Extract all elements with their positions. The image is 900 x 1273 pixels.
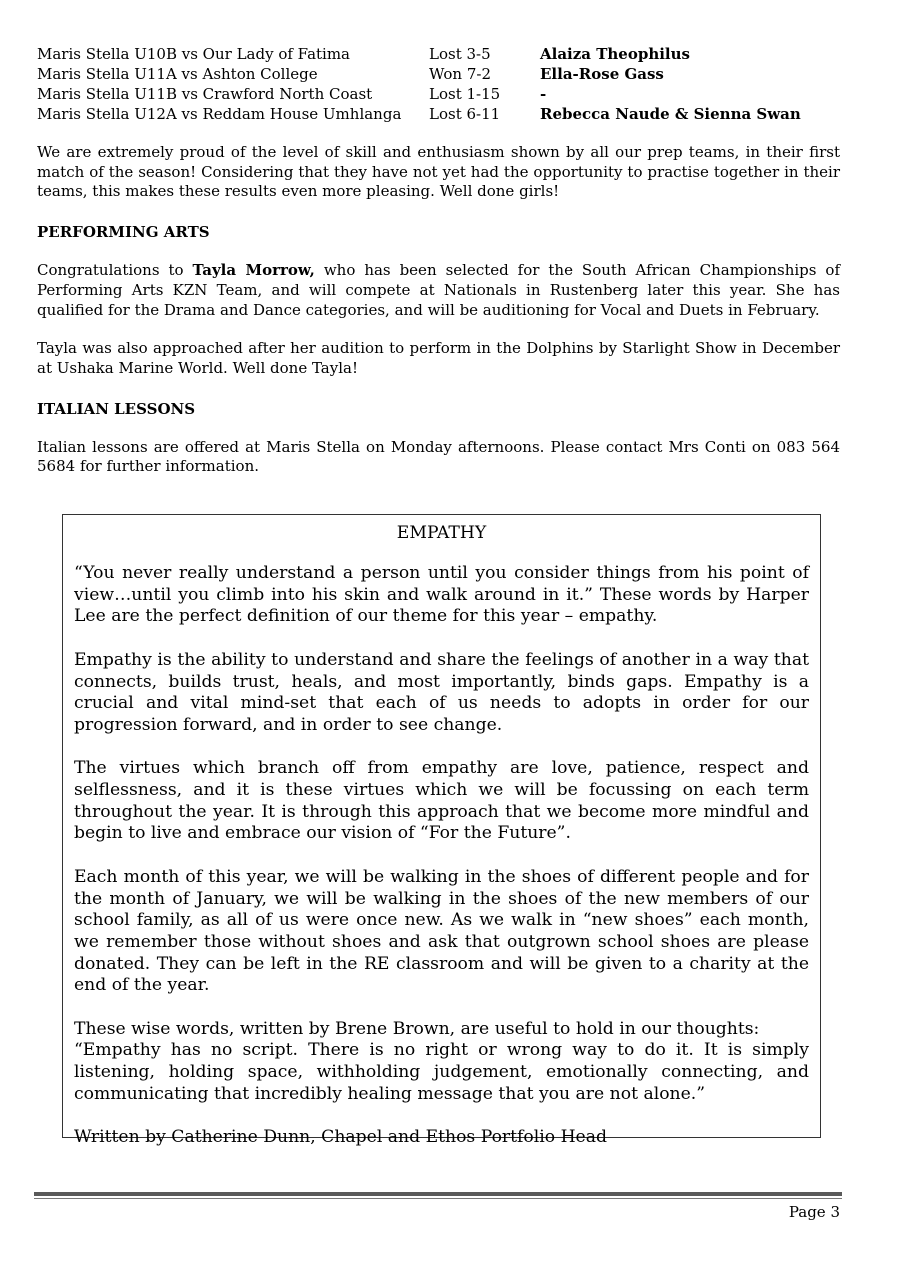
performing-arts-paragraph-1	[37, 261, 840, 320]
performing-arts-heading: PERFORMING ARTS	[37, 223, 210, 242]
player-cell: Ella-Rose Gass	[540, 65, 664, 83]
page-content	[37, 44, 840, 477]
empathy-title: EMPATHY	[396, 523, 487, 543]
match-results-table	[37, 44, 840, 124]
sport-paragraph: We are extremely proud of the level of skill and enthusiasm shown by all our prep teams, in their first match of the season! Considering that they have not yet had the opportunity to practise together in their teams, this makes these results even more pleasing. Well done girls!	[37, 143, 840, 201]
performing-arts-paragraph-2: Tayla was also approached after her audition to perform in the Dolphins by Starlight Show in December at Ushaka Marine World. Well done Tayla!	[37, 339, 840, 377]
score-cell: Lost 6-11	[429, 105, 501, 123]
score-cell: Won 7-2	[429, 65, 492, 83]
match-cell: Maris Stella U12A vs Reddam House Umhlanga	[37, 105, 402, 123]
match-cell: Maris Stella U11A vs Ashton College	[37, 65, 318, 83]
empathy-quote: “Empathy has no script. There is no right or wrong way to do it. It is simply listening, holding space, withholding judgement, emotionally connecting, and communicating that incredibly healing message that you are not alone.”	[74, 1040, 809, 1104]
table-row	[37, 44, 840, 64]
score-cell: Lost 3-5	[429, 45, 491, 63]
italian-lessons-heading: ITALIAN LESSONS	[37, 399, 196, 418]
match-cell: Maris Stella U11B vs Crawford North Coast	[37, 85, 373, 103]
table-row	[37, 84, 840, 104]
text-span: who has been selected for the South African Championships of Performing Arts KZN Team, and will compete at Nationals in Rustenberg later this year. She has qualified for the Drama and Dance categories, and will be auditioning for Vocal and Duets in February.	[37, 261, 841, 319]
player-cell: Rebecca Naude & Sienna Swan	[540, 105, 801, 123]
empathy-signature: Written by Catherine Dunn, Chapel and Ethos Portfolio Head	[74, 1127, 607, 1148]
footer-rule-thin	[34, 1198, 842, 1199]
empathy-paragraph-4: Each month of this year, we will be walking in the shoes of different people and for the month of January, we will be walking in the shoes of the new members of our school family, as all of us were once new. As we walk in “new shoes” each month, we remember those without shoes and ask that outgrown school shoes are please donated. They can be left in the RE classroom and will be given to a charity at the end of the year.	[74, 866, 809, 996]
empathy-paragraph-1: “You never really understand a person until you consider things from his point of view…until you climb into his skin and walk around in it.” These words by Harper Lee are the perfect definition of our theme for this year – empathy.	[74, 563, 809, 627]
player-cell: Alaiza Theophilus	[540, 45, 690, 63]
italian-lessons-paragraph: Italian lessons are offered at Maris Stella on Monday afternoons. Please contact Mrs Conti on 083 564 5684 for further information.	[37, 437, 840, 476]
table-row	[37, 64, 840, 84]
student-name: Tayla Morrow,	[192, 261, 315, 280]
empathy-quote-intro: These wise words, written by Brene Brown, are useful to hold in our thoughts:	[74, 1018, 760, 1039]
player-cell: -	[540, 85, 547, 103]
empathy-paragraph-2: Empathy is the ability to understand and share the feelings of another in a way that connects, builds trust, heals, and most importantly, binds gaps. Empathy is a crucial and vital mind-set that each of us needs to adopts in order for our progression forward, and in order to see change.	[74, 649, 809, 735]
empathy-box	[62, 514, 821, 1148]
score-cell: Lost 1-15	[429, 85, 501, 103]
footer-rule	[34, 1192, 842, 1196]
empathy-paragraph-3: The virtues which branch off from empathy are love, patience, respect and selflessness, and it is these virtues which we will be focussing on each term throughout the year. It is through this approach that we become more mindful and begin to live and embrace our vision of “For the Future”.	[74, 758, 809, 844]
match-cell: Maris Stella U10B vs Our Lady of Fatima	[37, 45, 351, 63]
text-span: Congratulations to	[37, 261, 193, 280]
page-number: Page 3	[788, 1203, 840, 1221]
table-row	[37, 104, 840, 124]
